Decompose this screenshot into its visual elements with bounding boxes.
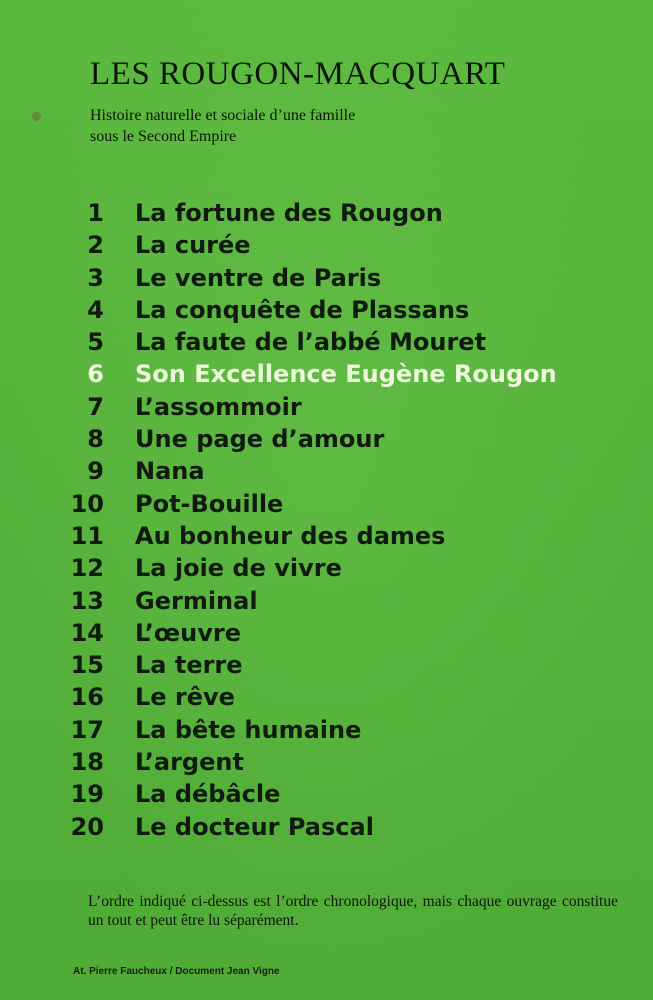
novel-title: La conquête de Plassans (135, 295, 470, 324)
novel-title: Germinal (135, 586, 258, 615)
novel-list (0, 197, 653, 843)
novel-title: La joie de vivre (135, 554, 342, 583)
subtitle-line: Histoire naturelle et sociale d’une famille (90, 107, 356, 124)
novel-number: 10 (70, 489, 104, 518)
novel-title: Son Excellence Eugène Rougon (135, 360, 557, 389)
novel-title: Une page d’amour (135, 425, 385, 454)
novel-number: 16 (70, 683, 104, 712)
novel-title: L’argent (135, 748, 244, 777)
list-item (0, 197, 653, 229)
novel-number: 12 (70, 554, 104, 583)
novel-number: 1 (87, 199, 104, 227)
novel-title: L’œuvre (135, 618, 241, 647)
novel-number: 7 (87, 392, 104, 421)
novel-number: 6 (87, 360, 104, 389)
novel-title: L’assommoir (135, 392, 302, 421)
subtitle-line: sous le Second Empire (90, 128, 237, 145)
list-item (0, 811, 653, 843)
novel-number: 17 (70, 715, 104, 744)
list-item (0, 262, 653, 294)
novel-number: 11 (70, 521, 104, 550)
list-item (0, 488, 653, 520)
series-title: LES ROUGON-MACQUART (90, 56, 506, 92)
novel-number: 18 (70, 748, 104, 777)
novel-number: 5 (87, 328, 104, 357)
novel-number: 14 (70, 618, 104, 647)
list-item (0, 585, 653, 617)
novel-number: 20 (70, 812, 104, 841)
novel-number: 2 (87, 231, 104, 260)
list-item (0, 617, 653, 649)
list-item (0, 681, 653, 713)
novel-number: 15 (70, 651, 104, 680)
list-item (0, 778, 653, 810)
list-item (0, 649, 653, 681)
list-item (0, 746, 653, 778)
novel-title: La fortune des Rougon (135, 199, 443, 227)
series-subtitle (90, 105, 355, 147)
novel-title: Nana (135, 457, 205, 486)
list-item (0, 391, 653, 423)
novel-title: Le rêve (135, 683, 235, 712)
novel-title: Au bonheur des dames (135, 521, 446, 550)
list-item-highlighted (0, 358, 653, 390)
list-item (0, 326, 653, 358)
novel-title: La bête humaine (135, 715, 362, 744)
novel-number: 19 (70, 780, 104, 809)
novel-number: 4 (87, 295, 104, 324)
list-item (0, 229, 653, 261)
paper-spot (32, 112, 41, 121)
list-item (0, 714, 653, 746)
novel-title: Le docteur Pascal (135, 812, 374, 841)
list-item (0, 423, 653, 455)
credits: At. Pierre Faucheux / Document Jean Vigne (73, 966, 280, 977)
novel-number: 13 (70, 586, 104, 615)
novel-title: La débâcle (135, 780, 281, 809)
novel-number: 8 (87, 425, 104, 454)
list-item (0, 520, 653, 552)
list-item (0, 552, 653, 584)
novel-title: La curée (135, 231, 251, 260)
novel-number: 9 (87, 457, 104, 486)
novel-title: Pot-Bouille (135, 489, 284, 518)
novel-title: Le ventre de Paris (135, 263, 382, 292)
novel-title: La faute de l’abbé Mouret (135, 328, 487, 357)
novel-number: 3 (87, 263, 104, 292)
reading-order-note: L’ordre indiqué ci-dessus est l’ordre chronologique, mais chaque ouvrage constitue un tout et peut être lu séparément. (88, 892, 618, 929)
list-item (0, 455, 653, 487)
list-item (0, 294, 653, 326)
novel-title: La terre (135, 651, 243, 680)
